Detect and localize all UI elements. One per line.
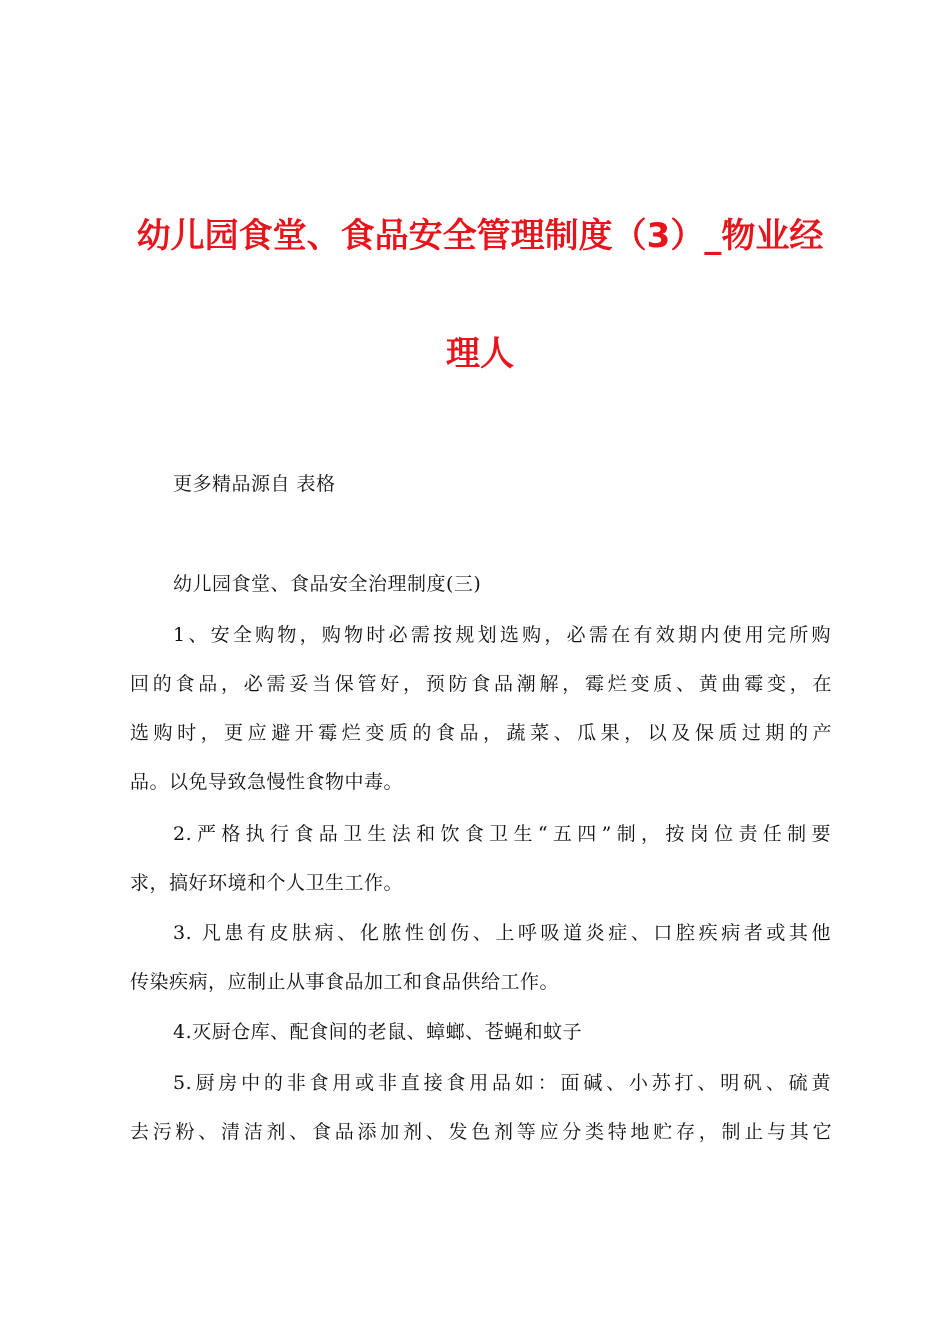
- paragraph-1-line-1: 1、安全购物，购物时必需按规划选购，必需在有效期内使用完所购: [173, 624, 831, 646]
- document-title-line-1: 幼儿园食堂、食品安全管理制度（3）_物业经: [136, 216, 824, 256]
- paragraph-2-line-1: 2.严格执行食品卫生法和饮食卫生“五四”制，按岗位责任制要: [173, 823, 831, 845]
- paragraph-5-line-1: 5.厨房中的非食用或非直接食用品如：面碱、小苏打、明矾、硫黄: [173, 1072, 831, 1094]
- document-title-line-2: 理人: [446, 334, 514, 374]
- paragraph-1-line-2: 回的食品，必需妥当保管好，预防食品潮解，霉烂变质、黄曲霉变，在: [130, 673, 832, 695]
- source-note: 更多精品源自 表格: [173, 473, 336, 495]
- paragraph-4-line-1: 4.灭厨仓库、配食间的老鼠、蟑螂、苍蝇和蚊子: [173, 1021, 583, 1043]
- paragraph-2-line-2: 求，搞好环境和个人卫生工作。: [130, 872, 404, 894]
- paragraph-3-line-2: 传染疾病，应制止从事食品加工和食品供给工作。: [130, 971, 560, 993]
- paragraph-1-line-3: 选购时，更应避开霉烂变质的食品，蔬菜、瓜果，以及保质过期的产: [130, 722, 832, 744]
- paragraph-3-line-1: 3. 凡患有皮肤病、化脓性创伤、上呼吸道炎症、口腔疾病者或其他: [173, 922, 831, 944]
- paragraph-1-line-4: 品。以免导致急慢性食物中毒。: [130, 771, 404, 793]
- paragraph-5-line-2: 去污粉、清洁剂、食品添加剂、发色剂等应分类特地贮存，制止与其它: [130, 1121, 832, 1143]
- document-subtitle: 幼儿园食堂、食品安全治理制度(三): [173, 573, 482, 595]
